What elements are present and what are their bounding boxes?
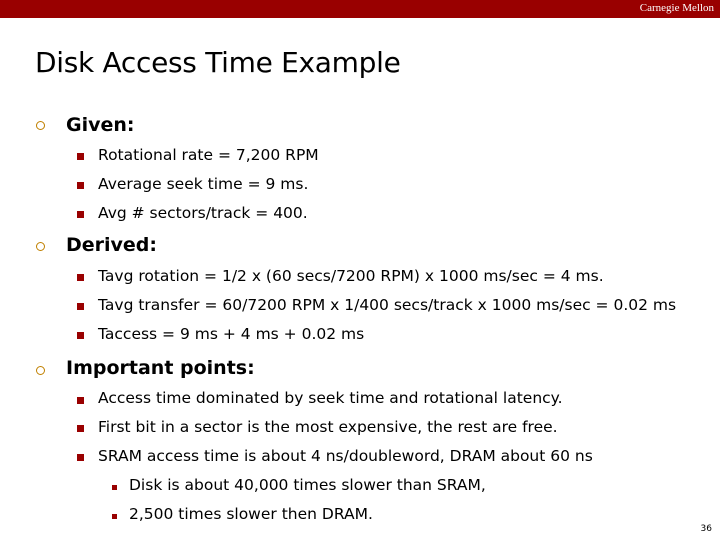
- square-bullet-icon: [77, 303, 84, 310]
- page-number: 36: [700, 524, 712, 534]
- circle-bullet-icon: [36, 242, 45, 251]
- square-bullet-icon: [112, 485, 117, 490]
- section-heading-derived: Derived:: [66, 234, 158, 256]
- sub-list-item: Disk is about 40,000 times slower than SRAM,: [129, 476, 486, 494]
- square-bullet-icon: [77, 153, 84, 160]
- list-item: Rotational rate = 7,200 RPM: [98, 146, 319, 164]
- section-heading-important-points: Important points:: [66, 357, 255, 379]
- square-bullet-icon: [112, 514, 117, 519]
- list-item: SRAM access time is about 4 ns/doubleword, DRAM about 60 ns: [98, 447, 593, 465]
- slide-title: Disk Access Time Example: [35, 46, 401, 79]
- square-bullet-icon: [77, 274, 84, 281]
- list-item: Tavg transfer = 60/7200 RPM x 1/400 secs/track x 1000 ms/sec = 0.02 ms: [98, 296, 677, 314]
- list-item: Tavg rotation = 1/2 x (60 secs/7200 RPM) x 1000 ms/sec = 4 ms.: [98, 267, 604, 285]
- sub-list-item: 2,500 times slower then DRAM.: [129, 505, 373, 523]
- section-heading-given: Given:: [66, 114, 135, 136]
- square-bullet-icon: [77, 397, 84, 404]
- list-item: Taccess = 9 ms + 4 ms + 0.02 ms: [98, 325, 365, 343]
- list-item: Avg # sectors/track = 400.: [98, 204, 308, 222]
- square-bullet-icon: [77, 182, 84, 189]
- square-bullet-icon: [77, 332, 84, 339]
- list-item: Access time dominated by seek time and rotational latency.: [98, 389, 563, 407]
- square-bullet-icon: [77, 454, 84, 461]
- brand-label: Carnegie Mellon: [639, 2, 714, 14]
- list-item: First bit in a sector is the most expensive, the rest are free.: [98, 418, 558, 436]
- circle-bullet-icon: [36, 121, 45, 130]
- square-bullet-icon: [77, 211, 84, 218]
- square-bullet-icon: [77, 425, 84, 432]
- list-item: Average seek time = 9 ms.: [98, 175, 309, 193]
- circle-bullet-icon: [36, 366, 45, 375]
